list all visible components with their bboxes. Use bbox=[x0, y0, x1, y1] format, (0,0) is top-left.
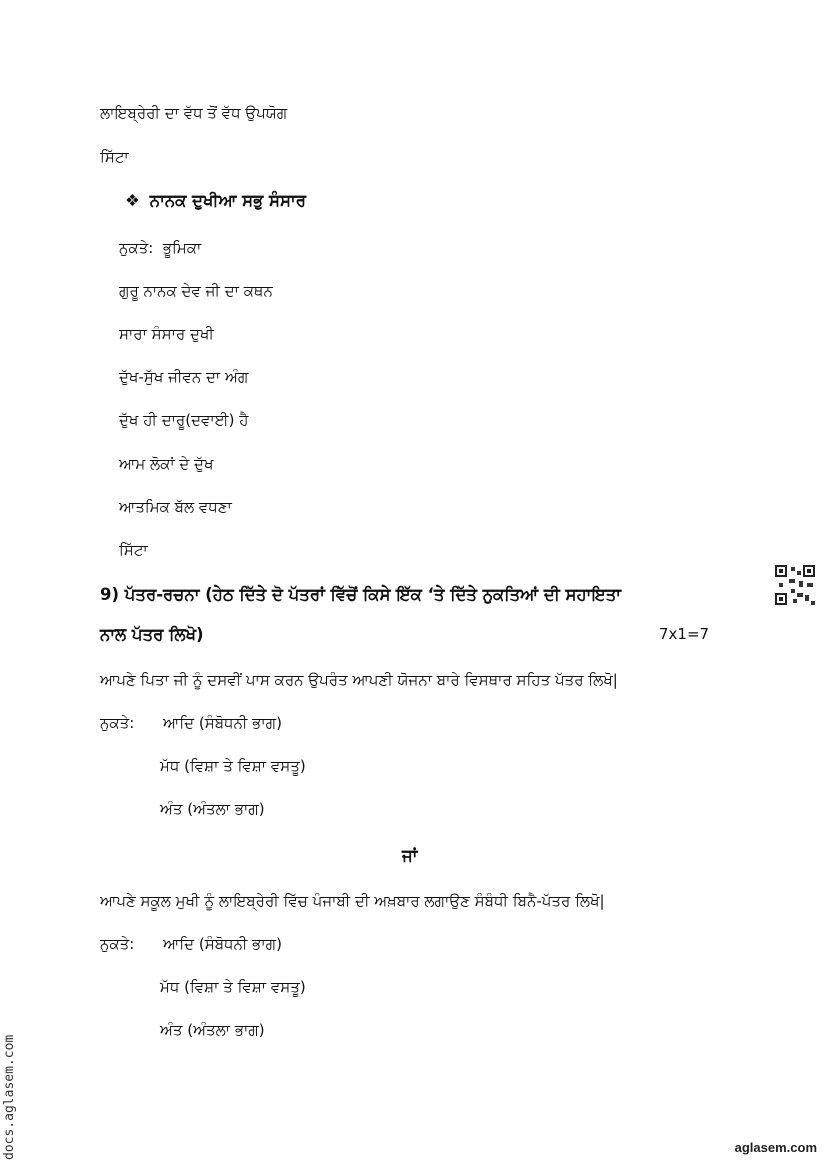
point-item: ਮੱਧ (ਵਿਸ਼ਾ ਤੇ ਵਿਸ਼ਾ ਵਸਤੂ) bbox=[160, 757, 306, 775]
point-item: ਸਿੱਟਾ bbox=[119, 541, 148, 559]
question-heading: 9) ਪੱਤਰ-ਰਚਨਾ (ਹੇਠ ਦਿੱਤੇ ਦੋ ਪੱਤਰਾਂ ਵਿੱਚੋਂ ਕਿਸੇ ਇੱਕ ‘ਤੇ ਦਿੱਤੇ ਨੁਕਤਿਆਂ ਦੀ ਸਹਾਇਤਾ bbox=[100, 585, 622, 604]
point-item: ਦੁੱਖ-ਸੁੱਖ ਜੀਵਨ ਦਾ ਅੰਗ bbox=[119, 368, 249, 386]
points-label: ਨੁਕਤੇ: bbox=[100, 714, 135, 732]
point-item: ਸਾਰਾ ਸੰਸਾਰ ਦੁਖੀ bbox=[119, 325, 214, 343]
intro-line: ਸਿੱਟਾ bbox=[100, 148, 129, 166]
point-item: ਅੰਤ (ਅੰਤਲਾ ਭਾਗ) bbox=[160, 800, 265, 818]
letter-points-row bbox=[100, 934, 134, 954]
or-separator: ਜਾਂ bbox=[402, 846, 418, 865]
qr-code-icon bbox=[775, 565, 815, 605]
point-item: ਆਤਮਿਕ ਬੱਲ ਵਧਣਾ bbox=[119, 498, 232, 516]
letter-points-row bbox=[100, 713, 134, 733]
point-item: ਆਦਿ (ਸੰਬੋਧਨੀ ਭਾਗ) bbox=[163, 714, 282, 732]
marks-label: 7x1=7 bbox=[659, 625, 710, 643]
letter-prompt: ਆਪਣੇ ਸਕੂਲ ਮੁਖੀ ਨੂੰ ਲਾਇਬ੍ਰੇਰੀ ਵਿੱਚ ਪੰਜਾਬੀ ਦੀ ਅਖ਼ਬਾਰ ਲਗਾਉਣ ਸੰਬੰਧੀ ਬਿਨੈ-ਪੱਤਰ ਲਿਖੋ| bbox=[100, 892, 605, 910]
intro-line: ਲਾਇਬ੍ਰੇਰੀ ਦਾ ਵੱਧ ਤੋਂ ਵੱਧ ਉਪਯੋਗ bbox=[100, 104, 288, 122]
site-watermark: aglasem.com bbox=[734, 1140, 817, 1155]
point-item: ਦੁੱਖ ਹੀ ਦਾਰੂ(ਦਵਾਈ) ਹੈ bbox=[119, 411, 249, 429]
question-heading-cont: ਨਾਲ ਪੱਤਰ ਲਿਖੋ) bbox=[100, 625, 204, 644]
essay-points-row bbox=[119, 238, 201, 258]
diamond-bullet-icon: ❖ bbox=[125, 191, 140, 210]
essay-title: ਨਾਨਕ ਦੁਖੀਆ ਸਭੁ ਸੰਸਾਰ bbox=[149, 191, 306, 210]
points-label: ਨੁਕਤੇ: bbox=[100, 935, 135, 953]
point-item: ਮੱਧ (ਵਿਸ਼ਾ ਤੇ ਵਿਸ਼ਾ ਵਸਤੂ) bbox=[160, 978, 306, 996]
point-item: ਗੁਰੂ ਨਾਨਕ ਦੇਵ ਜੀ ਦਾ ਕਥਨ bbox=[119, 282, 273, 300]
essay-heading bbox=[125, 191, 306, 211]
points-label: ਨੁਕਤੇ: bbox=[119, 239, 154, 257]
point-item: ਆਦਿ (ਸੰਬੋਧਨੀ ਭਾਗ) bbox=[163, 935, 282, 953]
point-item: ਆਮ ਲੋਕਾਂ ਦੇ ਦੁੱਖ bbox=[119, 455, 214, 473]
point-item: ਅੰਤ (ਅੰਤਲਾ ਭਾਗ) bbox=[160, 1021, 265, 1039]
letter-prompt: ਆਪਣੇ ਪਿਤਾ ਜੀ ਨੂੰ ਦਸਵੀਂ ਪਾਸ ਕਰਨ ਉਪਰੰਤ ਆਪਣੀ ਯੋਜਨਾ ਬਾਰੇ ਵਿਸਥਾਰ ਸਹਿਤ ਪੱਤਰ ਲਿਖੋ| bbox=[100, 671, 618, 689]
side-watermark-url: docs.aglasem.com bbox=[2, 1034, 17, 1160]
point-item: ਭੂਮਿਕਾ bbox=[162, 239, 202, 257]
